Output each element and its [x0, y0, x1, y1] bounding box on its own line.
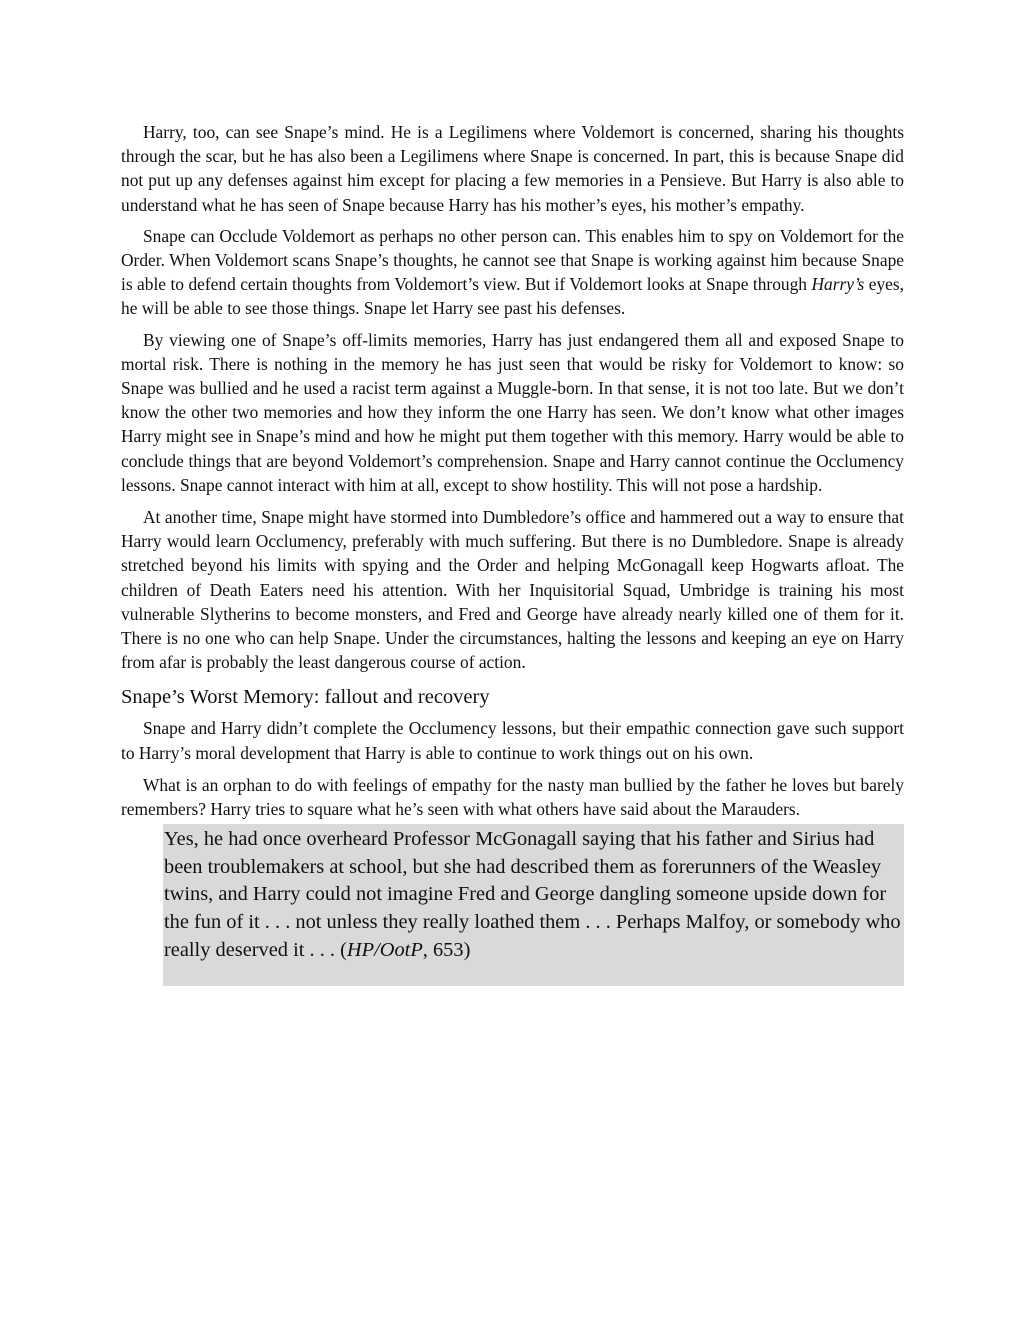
paragraph-occlumency-incomplete: Snape and Harry didn’t complete the Occlumency lessons, but their empathic connection gave such support to Harry’s moral development that Harry is able to continue to work things out on his own. — [121, 718, 904, 763]
section-heading: Snape’s Worst Memory: fallout and recovery — [121, 686, 490, 709]
quote-citation-page: , 653) — [422, 938, 471, 961]
quote-text: Yes, he had once overheard Professor McGonagall saying that his father and Sirius had been troublemakers at school, but she had described them as forerunners of the Weasley twins, and Harry could not imagine Fred and George dangling someone upside down for the fun of it . . . not unless they really loathed them . . . Perhaps Malfoy, or somebody who really deserved it . . . ( — [164, 828, 901, 961]
paragraph-harry-legilimens: Harry, too, can see Snape’s mind. He is a Legilimens where Voldemort is concerned, sharing his thoughts through the scar, but he has also been a Legilimens where Snape is concerned. In part, this is because Snape did not put up any defenses against him except for placing a few memories in a Pensieve. But Harry is also able to understand what he has seen of Snape because Harry has his mother’s eyes, his mother’s empathy. — [121, 122, 904, 215]
document-page — [121, 120, 904, 986]
paragraph-text-end: eyes, he will be able to see those things. Snape let Harry see past his defenses. — [121, 274, 904, 319]
paragraph-text-start: Snape can Occlude Voldemort as perhaps no other person can. This enables him to spy on Voldemort for the Order. When Voldemort scans Snape’s thoughts, he cannot see that Snape is working against him because Snape is able to defend certain thoughts from Voldemort’s view. But if Voldemort looks at Snape through — [121, 225, 904, 295]
italic-harrys: Harry’s — [811, 274, 865, 295]
paragraph-offlimits-memories: By viewing one of Snape’s off-limits memories, Harry has just endangered them all and exposed Snape to mortal risk. There is nothing in the memory he has just seen that would be risky for Voldemort to know: so Snape was bullied and he used a racist term against a Muggle-born. In that sense, it is not too late. But we don’t know the other two memories and how they inform the one Harry has seen. We don’t know what other images Harry might see in Snape’s mind and how he might put them together with this memory. Harry would be able to conclude things that are beyond Voldemort’s comprehension. Snape and Harry cannot continue the Occlumency lessons. Snape cannot interact with him at all, except to show hostility. This will not pose a hardship. — [121, 329, 904, 495]
paragraph-orphan-empathy: What is an orphan to do with feelings of empathy for the nasty man bullied by the father he loves but barely remembers? Harry tries to square what he’s seen with what others have said about the Marauders. — [121, 774, 904, 820]
paragraph-snape-occlude — [121, 224, 904, 321]
block-quote — [163, 824, 904, 986]
paragraph-another-time: At another time, Snape might have stormed into Dumbledore’s office and hammered out a way to ensure that Harry would learn Occlumency, preferably with much suffering. But there is no Dumbledore. Snape is already stretched beyond his limits with spying and the Order and helping McGonagall keep Hogwarts afloat. The children of Death Eaters need his attention. With her Inquisitorial Squad, Umbridge is training his most vulnerable Slytherins to become monsters, and Fred and George have already nearly killed one of them for it. There is no one who can help Snape. Under the circumstances, halting the lessons and keeping an eye on Harry from afar is probably the least dangerous course of action. — [121, 507, 904, 673]
quote-citation-title: HP/OotP — [346, 938, 423, 961]
